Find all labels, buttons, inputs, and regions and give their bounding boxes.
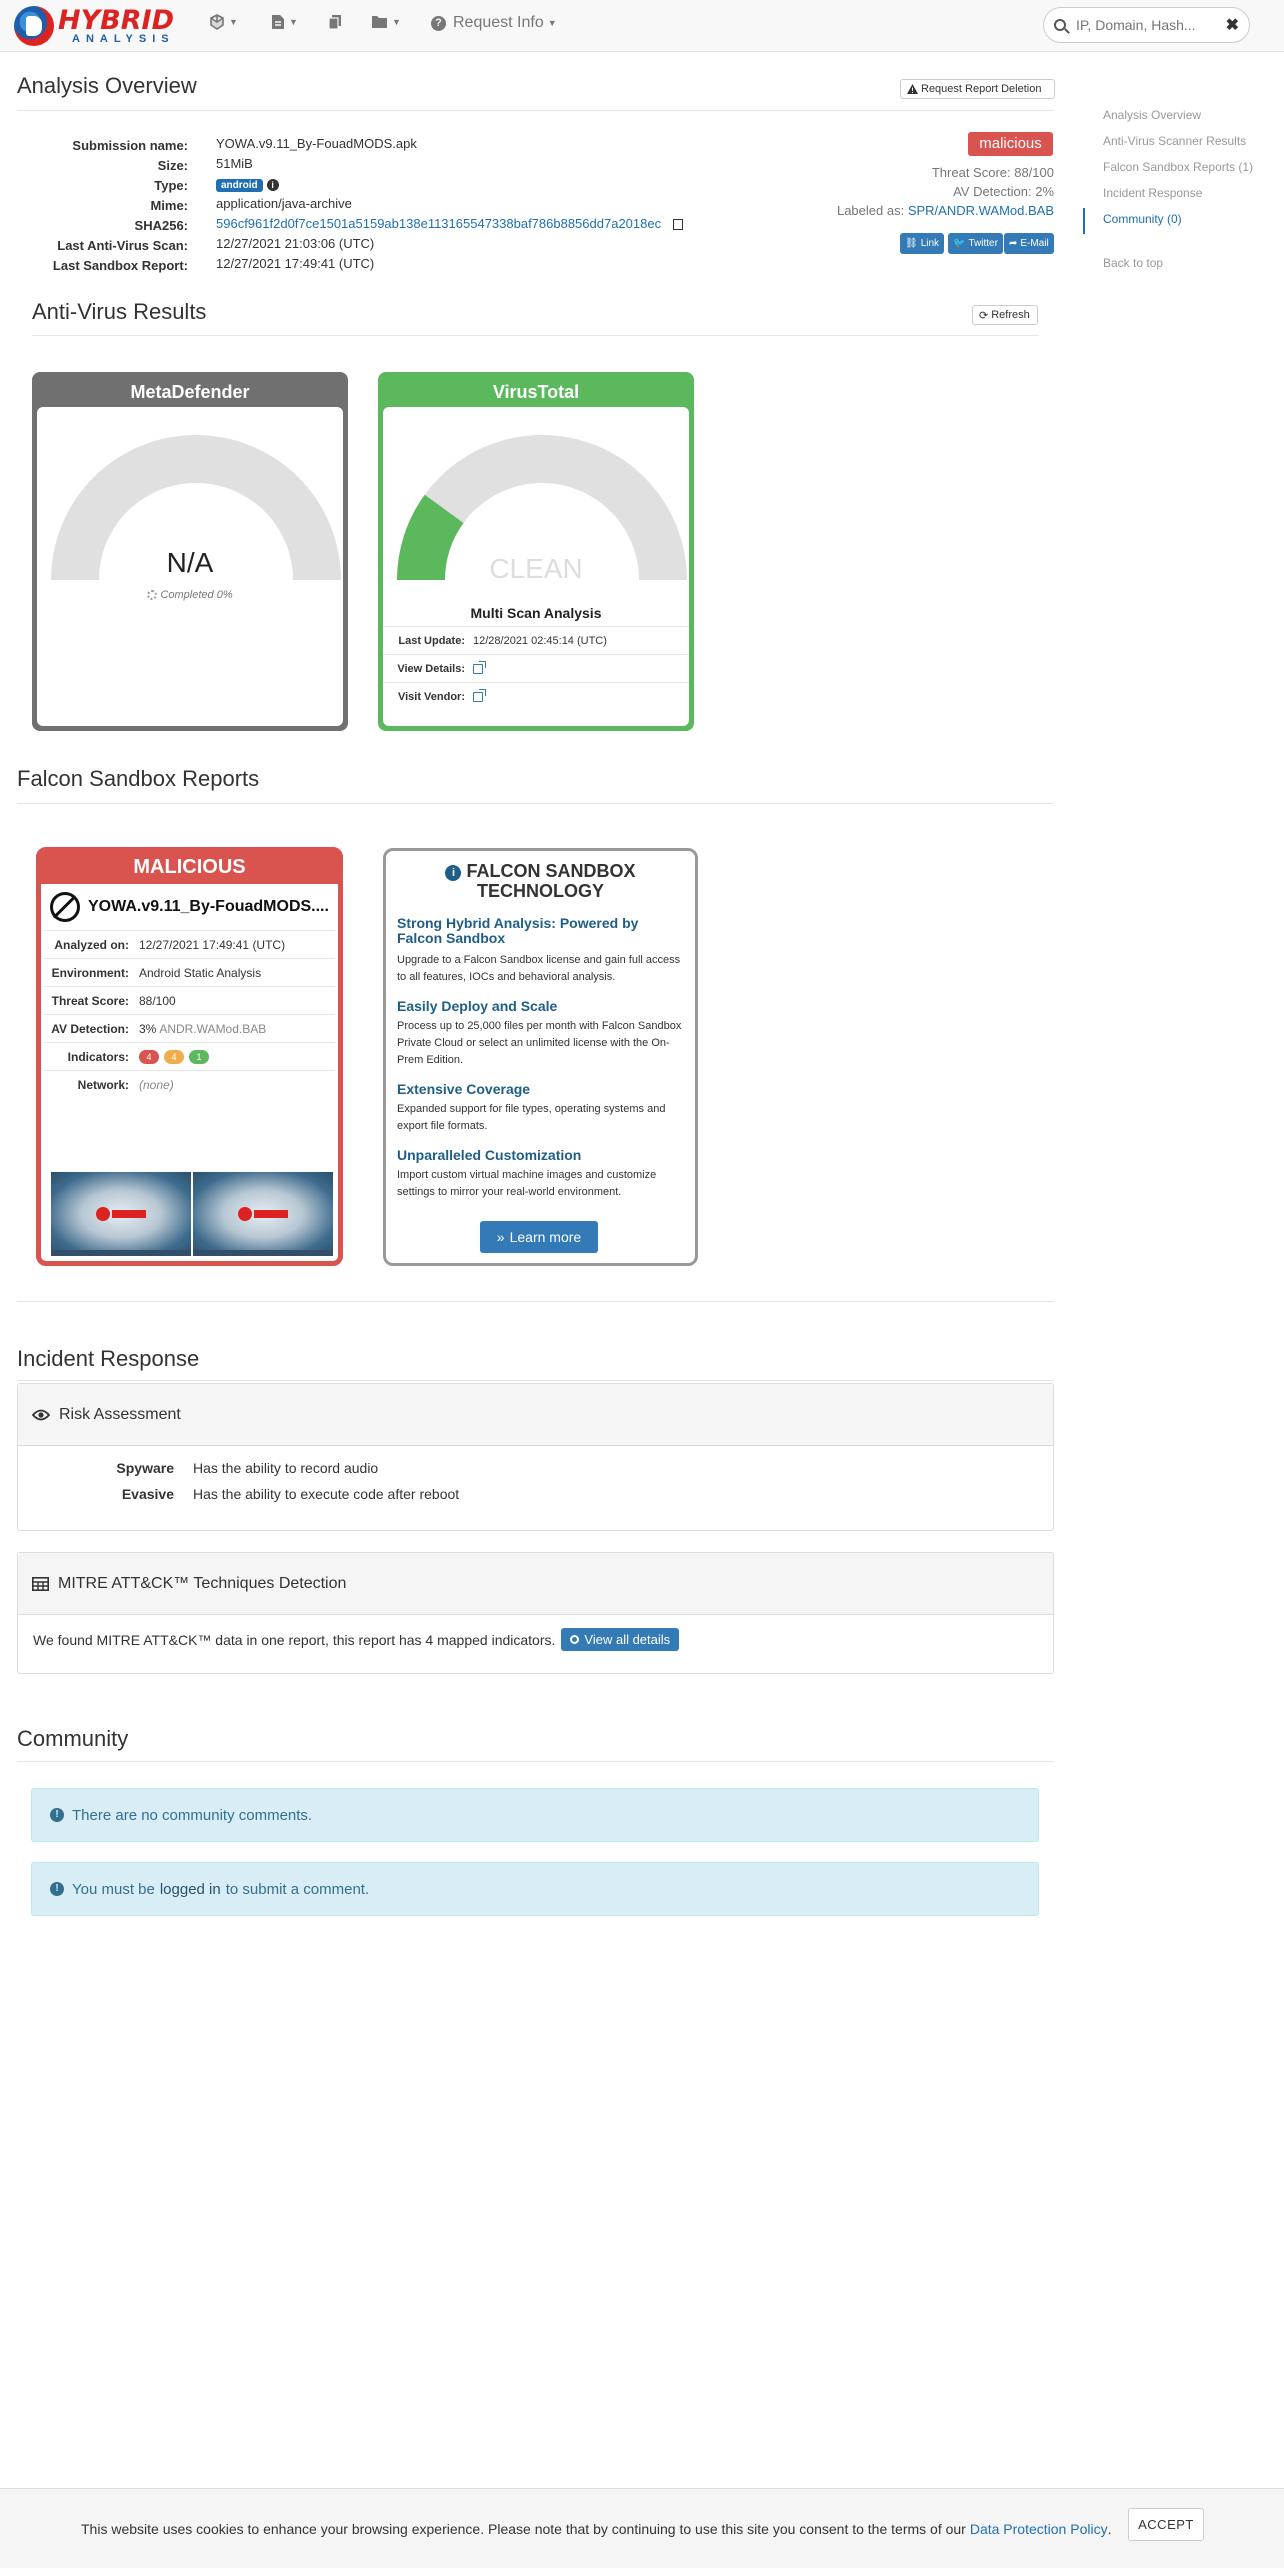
hybrid-logo-icon [238, 1206, 290, 1222]
sidenav-av-results[interactable]: Anti-Virus Scanner Results [1103, 134, 1247, 148]
risk-assessment-panel [17, 1383, 1054, 1531]
metadefender-status [37, 589, 343, 601]
nav-copy-button[interactable] [327, 14, 343, 30]
data-protection-policy-link[interactable]: Data Protection Policy [969, 2520, 1108, 2537]
environment-value: Android Static Analysis [139, 965, 262, 980]
sandbox-reports-title: Falcon Sandbox Reports [17, 766, 260, 791]
cube-icon [209, 14, 225, 30]
share-email-label: E-Mail [1020, 238, 1049, 249]
sha256-link[interactable]: 596cf961f2d0f7ce1501a5159ab138e113165547338baf786b8856dd7a2018ec [216, 216, 662, 231]
question-circle-icon: ? [431, 16, 446, 31]
cookie-text: This website uses cookies to enhance your browsing experience. Please note that by continuing to use this site you consent to the terms of our [81, 2520, 966, 2537]
exclamation-circle-icon: ! [50, 1808, 64, 1822]
share-email-button[interactable] [1004, 233, 1054, 254]
chevron-down-icon: ▼ [289, 17, 298, 27]
logo-text: HYBRID [58, 5, 174, 36]
metadefender-status-label: Completed 0% [160, 589, 233, 601]
labeled-as [837, 203, 1054, 218]
labeled-as-link[interactable]: SPR/ANDR.WAMod.BAB [907, 203, 1054, 218]
environment-label: Environment: [51, 965, 129, 980]
sandbox-filename: YOWA.v9.11_By-FouadMODS.... [88, 898, 329, 915]
copy-icon[interactable] [673, 219, 683, 230]
visit-vendor-label: Visit Vendor: [397, 690, 465, 703]
eye-icon [32, 1409, 50, 1421]
view-all-details-label: View all details [584, 1632, 671, 1647]
risk-category: Spyware [116, 1460, 174, 1476]
sidenav-back-to-top[interactable]: Back to top [1103, 256, 1164, 270]
metadefender-value: N/A [166, 547, 214, 578]
indicator-suspicious-badge: 4 [164, 1050, 184, 1064]
overview-field-label: Last Anti-Virus Scan: [57, 238, 188, 253]
no-comments-alert [31, 1788, 1039, 1842]
tech-heading: Unparalleled Customization [397, 1147, 582, 1163]
search-input[interactable] [1076, 17, 1216, 33]
tech-heading: Easily Deploy and Scale [397, 998, 558, 1014]
tech-paragraph: Upgrade to a Falcon Sandbox license and gain full access to all features, IOCs and behavioral analysis. [397, 954, 681, 983]
network-label: Network: [77, 1077, 129, 1092]
risk-description: Has the ability to record audio [193, 1460, 379, 1476]
screenshot-thumbnail[interactable] [51, 1172, 191, 1256]
login-text-post: to submit a comment. [225, 1880, 370, 1898]
view-details-label: View Details: [397, 662, 465, 675]
overview-field-label: Submission name: [72, 138, 188, 153]
tech-paragraph: Process up to 25,000 files per month with Falcon Sandbox Private Cloud or select an unlimited license with the On-Prem Edition. [397, 1020, 682, 1066]
folder-icon [371, 14, 388, 29]
navbar [0, 0, 1284, 52]
tech-paragraph: Import custom virtual machine images and customize settings to mirror your real-world environment. [397, 1169, 657, 1198]
no-comments-text: There are no community comments. [72, 1806, 313, 1824]
labeled-as-label: Labeled as: [836, 203, 905, 218]
mitre-panel [17, 1552, 1054, 1674]
overview-field-value [216, 256, 374, 271]
overview-field-label: Mime: [150, 198, 188, 213]
sidenav-incident-response[interactable]: Incident Response [1103, 186, 1203, 200]
learn-more-button[interactable] [480, 1221, 598, 1253]
sidenav-analysis-overview[interactable]: Analysis Overview [1103, 108, 1202, 122]
table-icon [32, 1577, 49, 1591]
hybrid-analysis-logo[interactable] [14, 5, 175, 47]
risk-assessment-title: Risk Assessment [59, 1405, 181, 1423]
virustotal-subtitle: Multi Scan Analysis [470, 605, 602, 621]
nav-file-dropdown[interactable] [271, 14, 298, 30]
info-circle-icon[interactable]: i [267, 179, 279, 191]
sandbox-row [44, 986, 335, 1014]
indicator-informative-badge: 1 [189, 1050, 209, 1064]
share-icon: ➦ [1009, 238, 1018, 249]
analyzed-on-label: Analyzed on: [54, 937, 129, 952]
info-circle-icon: i [445, 865, 461, 881]
nav-folder-dropdown[interactable] [371, 14, 401, 29]
sandbox-verdict: MALICIOUS [41, 852, 338, 884]
request-report-deletion-button[interactable] [900, 79, 1055, 99]
request-info-label: Request Info [453, 14, 544, 31]
virustotal-title: VirusTotal [492, 382, 580, 402]
search-box [1043, 7, 1250, 43]
search-icon [570, 1635, 579, 1644]
overview-field-text: application/java-archive [216, 196, 352, 211]
overview-field-label: Type: [154, 178, 188, 193]
overview-field-value [216, 176, 279, 191]
login-alert [31, 1862, 1039, 1916]
community-title: Community [17, 1726, 129, 1751]
refresh-icon: ⟳ [979, 309, 989, 322]
login-link[interactable]: logged in [159, 1880, 221, 1898]
file-icon [271, 14, 285, 30]
sandbox-row [44, 1014, 335, 1042]
falcon-technology-card [383, 848, 698, 1266]
spinner-icon [147, 590, 157, 600]
refresh-label: Refresh [991, 309, 1030, 321]
view-all-details-button[interactable] [561, 1628, 679, 1651]
network-value: (none) [139, 1077, 174, 1092]
external-link-icon[interactable] [473, 692, 483, 702]
av-detection-name: ANDR.WAMod.BAB [159, 1021, 267, 1036]
metadefender-card [32, 372, 348, 731]
sandbox-row [44, 1070, 335, 1098]
overview-field-value [216, 156, 253, 171]
search-icon [1054, 19, 1066, 31]
android-type-badge: android [216, 179, 263, 192]
double-chevron-right-icon: » [496, 1229, 505, 1245]
link-icon: ⛓ [905, 238, 918, 249]
nav-request-info-dropdown[interactable] [431, 14, 557, 32]
share-twitter-label: Twitter [968, 238, 998, 249]
clear-search-icon[interactable]: ✖ [1225, 17, 1239, 34]
overview-field-value [216, 216, 683, 231]
virustotal-view-details-row [383, 654, 689, 682]
indicator-malicious-badge: 4 [139, 1050, 159, 1064]
tech-heading: Strong Hybrid Analysis: Powered by Falcon Sandbox [397, 915, 639, 946]
overview-field-text: 12/27/2021 17:49:41 (UTC) [216, 256, 375, 271]
last-update-value: 12/28/2021 02:45:14 (UTC) [473, 634, 607, 647]
overview-field-text: 51MiB [216, 156, 253, 171]
sidenav-community[interactable]: Community (0) [1103, 212, 1182, 226]
risk-category: Evasive [121, 1486, 174, 1502]
chevron-down-icon: ▼ [547, 18, 557, 28]
incident-response-title: Incident Response [17, 1346, 200, 1371]
learn-more-label: Learn more [509, 1229, 582, 1245]
sandbox-row [44, 958, 335, 986]
verdict-badge: malicious [968, 132, 1053, 156]
tech-title-line1: FALCON SANDBOX [466, 861, 636, 881]
twitter-icon: 🐦 [953, 238, 966, 249]
share-link-button[interactable] [900, 233, 944, 254]
request-report-deletion-label: Request Report Deletion [921, 83, 1042, 95]
files-icon [327, 14, 343, 30]
exclamation-circle-icon: ! [50, 1882, 64, 1896]
overview-field-label: Size: [157, 158, 188, 173]
logo-subtext: ANALYSIS [72, 33, 175, 45]
av-detection: AV Detection: 2% [953, 184, 1054, 199]
last-update-label: Last Update: [398, 634, 465, 647]
overview-field-text: YOWA.v9.11_By-FouadMODS.apk [216, 136, 417, 151]
hybrid-logo-icon [96, 1206, 148, 1222]
indicators-label: Indicators: [67, 1049, 129, 1064]
logo-mark-icon [14, 6, 54, 46]
av-detection-pct: 3% [139, 1021, 157, 1036]
nav-samples-dropdown[interactable] [209, 14, 238, 30]
warning-icon [907, 84, 918, 94]
analyzed-on-value: 12/27/2021 17:49:41 (UTC) [139, 937, 286, 952]
cookie-banner: This website uses cookies to enhance your browsing experience. Please note that by continuing to use this site you consent to the terms of our Data Protection Policy . [0, 2488, 1284, 2568]
external-link-icon[interactable] [473, 664, 483, 674]
refresh-button[interactable] [972, 305, 1038, 325]
overview-field-value [216, 136, 417, 151]
metadefender-title: MetaDefender [130, 382, 250, 402]
sandbox-report-card[interactable] [36, 847, 343, 1266]
chevron-down-icon: ▼ [392, 16, 401, 27]
threat-score: Threat Score: 88/100 [931, 165, 1054, 180]
threat-score-label: Threat Score: [51, 993, 129, 1008]
screenshot-thumbnail[interactable] [193, 1172, 333, 1256]
overview-field-value [216, 236, 374, 251]
analysis-overview-title: Analysis Overview [17, 73, 197, 98]
threat-score-value: 88/100 [139, 993, 176, 1008]
login-text-pre: You must be [72, 1880, 155, 1898]
risk-description: Has the ability to execute code after reboot [193, 1486, 460, 1502]
sidenav-sandbox-reports[interactable]: Falcon Sandbox Reports (1) [1103, 160, 1254, 174]
overview-field-label: Last Sandbox Report: [52, 258, 188, 273]
chevron-down-icon: ▼ [229, 17, 238, 27]
ban-icon [50, 892, 80, 922]
mitre-text: We found MITRE ATT&CK™ data in one report, this report has 4 mapped indicators. [33, 1631, 556, 1648]
av-detection-label: AV Detection: [51, 1021, 129, 1036]
sandbox-row [44, 1042, 335, 1070]
tech-paragraph: Expanded support for file types, operating systems and export file formats. [397, 1103, 666, 1132]
share-link-label: Link [920, 238, 940, 249]
tech-title-line2: TECHNOLOGY [476, 881, 604, 901]
sandbox-row [44, 930, 335, 958]
overview-field-text: 12/27/2021 21:03:06 (UTC) [216, 236, 375, 251]
virustotal-card [378, 372, 694, 731]
virustotal-last-update-row [383, 626, 689, 654]
accept-cookies-button[interactable]: ACCEPT [1128, 2508, 1204, 2541]
overview-field-label: SHA256: [134, 218, 188, 233]
anti-virus-results-title: Anti-Virus Results [32, 299, 207, 324]
mitre-title: MITRE ATT&CK™ Techniques Detection [58, 1574, 347, 1592]
share-twitter-button[interactable] [948, 233, 1003, 254]
virustotal-value: CLEAN [489, 553, 583, 584]
overview-field-value [216, 196, 352, 211]
virustotal-visit-vendor-row [383, 682, 689, 710]
tech-heading: Extensive Coverage [397, 1081, 531, 1097]
